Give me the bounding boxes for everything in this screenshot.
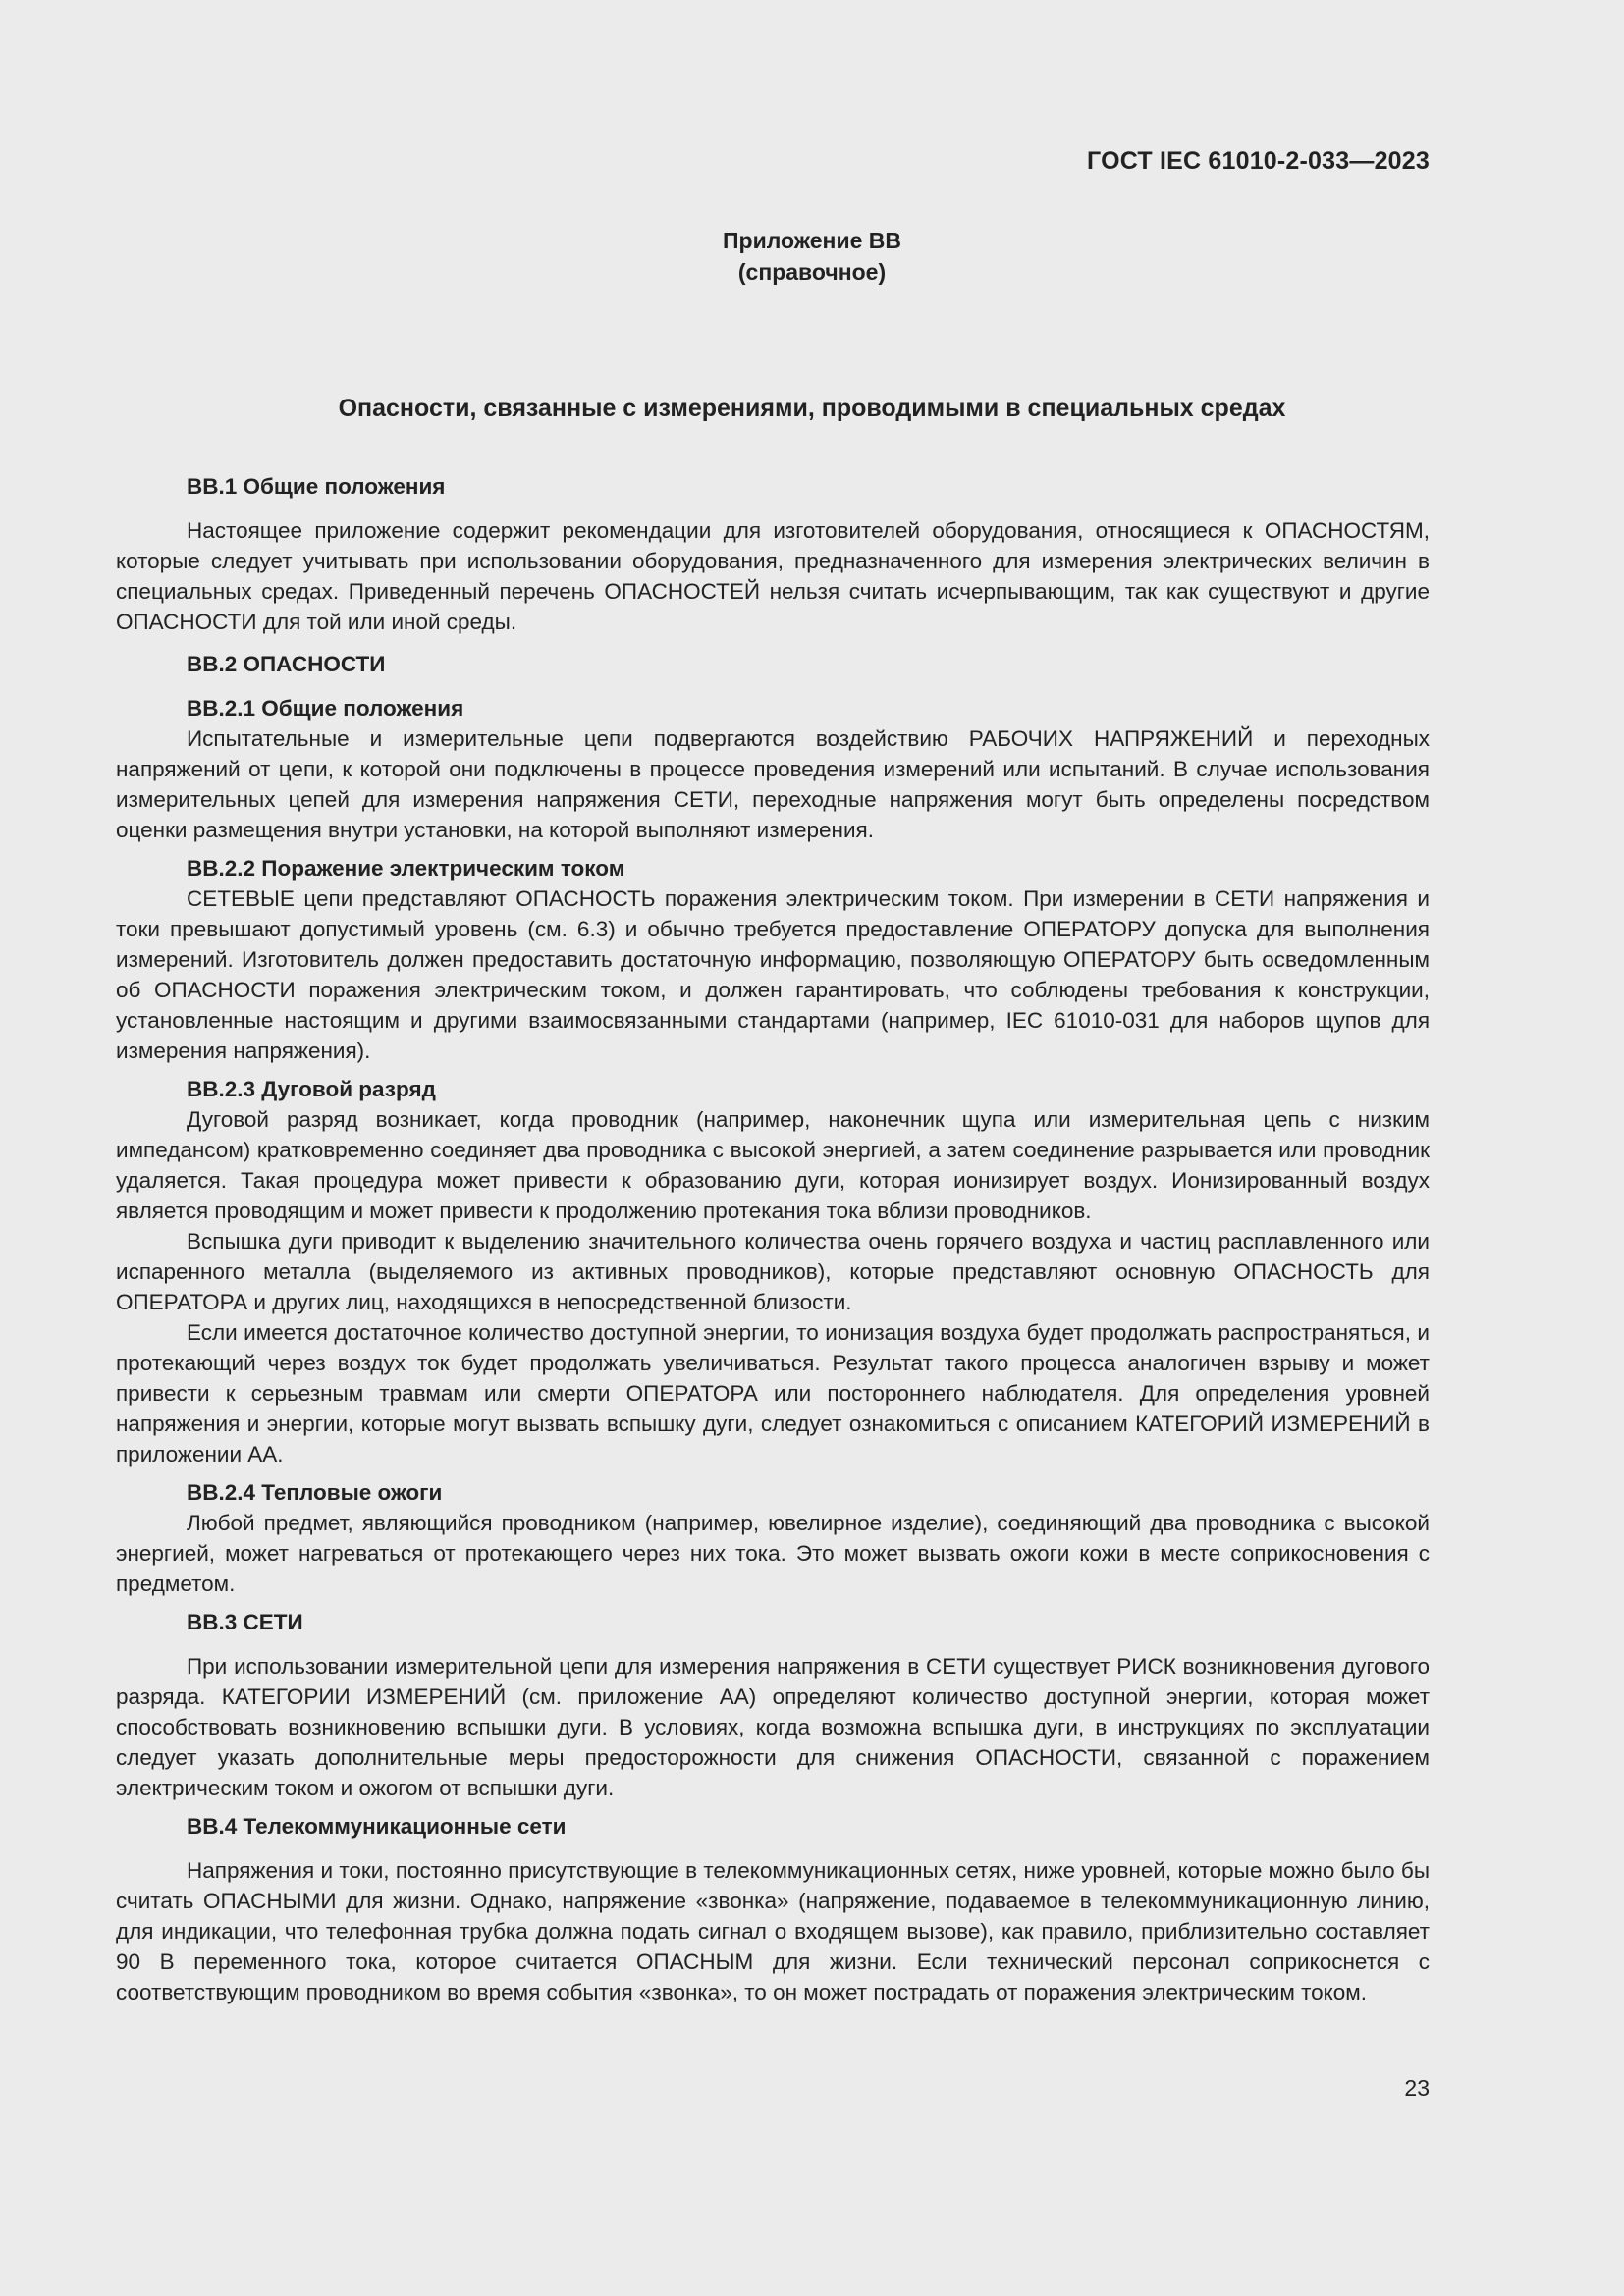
section-heading-bb23: ВВ.2.3 Дуговой разряд — [187, 1077, 436, 1101]
document-body — [116, 471, 1430, 2007]
appendix-label: Приложение ВВ — [722, 228, 901, 253]
paragraph: Вспышка дуги приводит к выделению значительного количества очень горячего воздуха и частиц расплавленного или испаренного металла (выделяемого из активных проводников), которые представляют основную ОПАСНОСТЬ для ОПЕРАТОРА и других лиц, находящихся в непосредственной близости. — [116, 1229, 1430, 1314]
paragraph: Напряжения и токи, постоянно присутствующие в телекоммуникационных сетях, ниже уровней, которые можно было бы считать ОПАСНЫМИ для жизни. Однако, напряжение «звонка» (напряжение, подаваемое в телекоммуникационную линию, для индикации, что телефонная трубка должна подать сигнал о входящем вызове), как правило, приблизительно составляет 90 В переменного тока, которое считается ОПАСНЫМ для жизни. Если технический персонал соприкоснется с соответствующим проводником во время события «звонка», то он может пострадать от поражения электрическим током. — [116, 1858, 1430, 2004]
section-heading-bb3: ВВ.3 СЕТИ — [187, 1610, 303, 1634]
paragraph: СЕТЕВЫЕ цепи представляют ОПАСНОСТЬ поражения электрическим током. При измерении в СЕТИ напряжения и токи превышают допустимый уровень (см. 6.3) и обычно требуется предоставление ОПЕРАТОРУ допуска для выполнения измерений. Изготовитель должен предоставить достаточную информацию, позволяющую ОПЕРАТОРУ быть осведомленным об ОПАСНОСТИ поражения электрическим током, и должен гарантировать, что соблюдены требования к конструкции, установленные настоящим и другими взаимосвязанными стандартами (например, IEC 61010-031 для наборов щупов для измерения напряжения). — [116, 886, 1430, 1063]
paragraph: Если имеется достаточное количество доступной энергии, то ионизация воздуха будет продолжать распространяться, и протекающий через воздух ток будет продолжать увеличиваться. Результат такого процесса аналогичен взрыву и может привести к серьезным травмам или смерти ОПЕРАТОРА или постороннего наблюдателя. Для определения уровней напряжения и энергии, которые могут вызвать вспышку дуги, следует ознакомиться с описанием КАТЕГОРИЙ ИЗМЕРЕНИЙ в приложении АА. — [116, 1320, 1430, 1467]
paragraph: Любой предмет, являющийся проводником (например, ювелирное изделие), соединяющий два проводника с высокой энергией, может нагреваться от протекающего через них тока. Это может вызвать ожоги кожи в месте соприкосновения с предметом. — [116, 1511, 1430, 1596]
appendix-status: (справочное) — [737, 259, 887, 285]
section-heading-bb22: ВВ.2.2 Поражение электрическим током — [187, 856, 625, 881]
paragraph: Настоящее приложение содержит рекомендации для изготовителей оборудования, относящиеся к ОПАСНОСТЯМ, которые следует учитывать при использовании оборудования, предназначенного для измерения электрических величин в специальных средах. Приведенный перечень ОПАСНОСТЕЙ нельзя считать исчерпывающим, так как существуют и другие ОПАСНОСТИ для той или иной среды. — [116, 518, 1430, 634]
paragraph: Дуговой разряд возникает, когда проводник (например, наконечник щупа или измерительная цепь с низким импедансом) кратковременно соединяет два проводника с высокой энергией, а затем соединение разрывается или проводник удаляется. Такая процедура может привести к образованию дуги, которая ионизирует воздух. Ионизированный воздух является проводящим и может привести к продолжению протекания тока вблизи проводников. — [116, 1107, 1430, 1223]
section-heading-bb21: ВВ.2.1 Общие положения — [187, 696, 464, 721]
section-heading-bb2: ВВ.2 ОПАСНОСТИ — [187, 652, 386, 676]
section-heading-bb1: ВВ.1 Общие положения — [187, 474, 446, 499]
page-number: 23 — [1404, 2075, 1430, 2101]
section-heading-bb4: ВВ.4 Телекоммуникационные сети — [187, 1814, 567, 1839]
paragraph: При использовании измерительной цепи для измерения напряжения в СЕТИ существует РИСК возникновения дугового разряда. КАТЕГОРИИ ИЗМЕРЕНИЙ (см. приложение АА) определяют количество доступной энергии, которая может способствовать возникновению вспышки дуги. В условиях, когда возможна вспышка дуги, в инструкциях по эксплуатации следует указать дополнительные меры предосторожности для снижения ОПАСНОСТИ, связанной с поражением электрическим током и ожогом от вспышки дуги. — [116, 1654, 1430, 1800]
section-heading-bb24: ВВ.2.4 Тепловые ожоги — [187, 1480, 443, 1505]
document-code: ГОСТ IEC 61010-2-033—2023 — [1087, 147, 1430, 175]
paragraph: Испытательные и измерительные цепи подвергаются воздействию РАБОЧИХ НАПРЯЖЕНИЙ и переходных напряжений от цепи, к которой они подключены в процессе проведения измерений или испытаний. В случае использования измерительных цепей для измерения напряжения СЕТИ, переходные напряжения могут быть определены посредством оценки размещения внутри установки, на которой выполняют измерения. — [116, 726, 1430, 842]
appendix-title: Опасности, связанные с измерениями, проводимыми в специальных средах — [338, 395, 1286, 422]
appendix-heading — [0, 225, 1624, 288]
